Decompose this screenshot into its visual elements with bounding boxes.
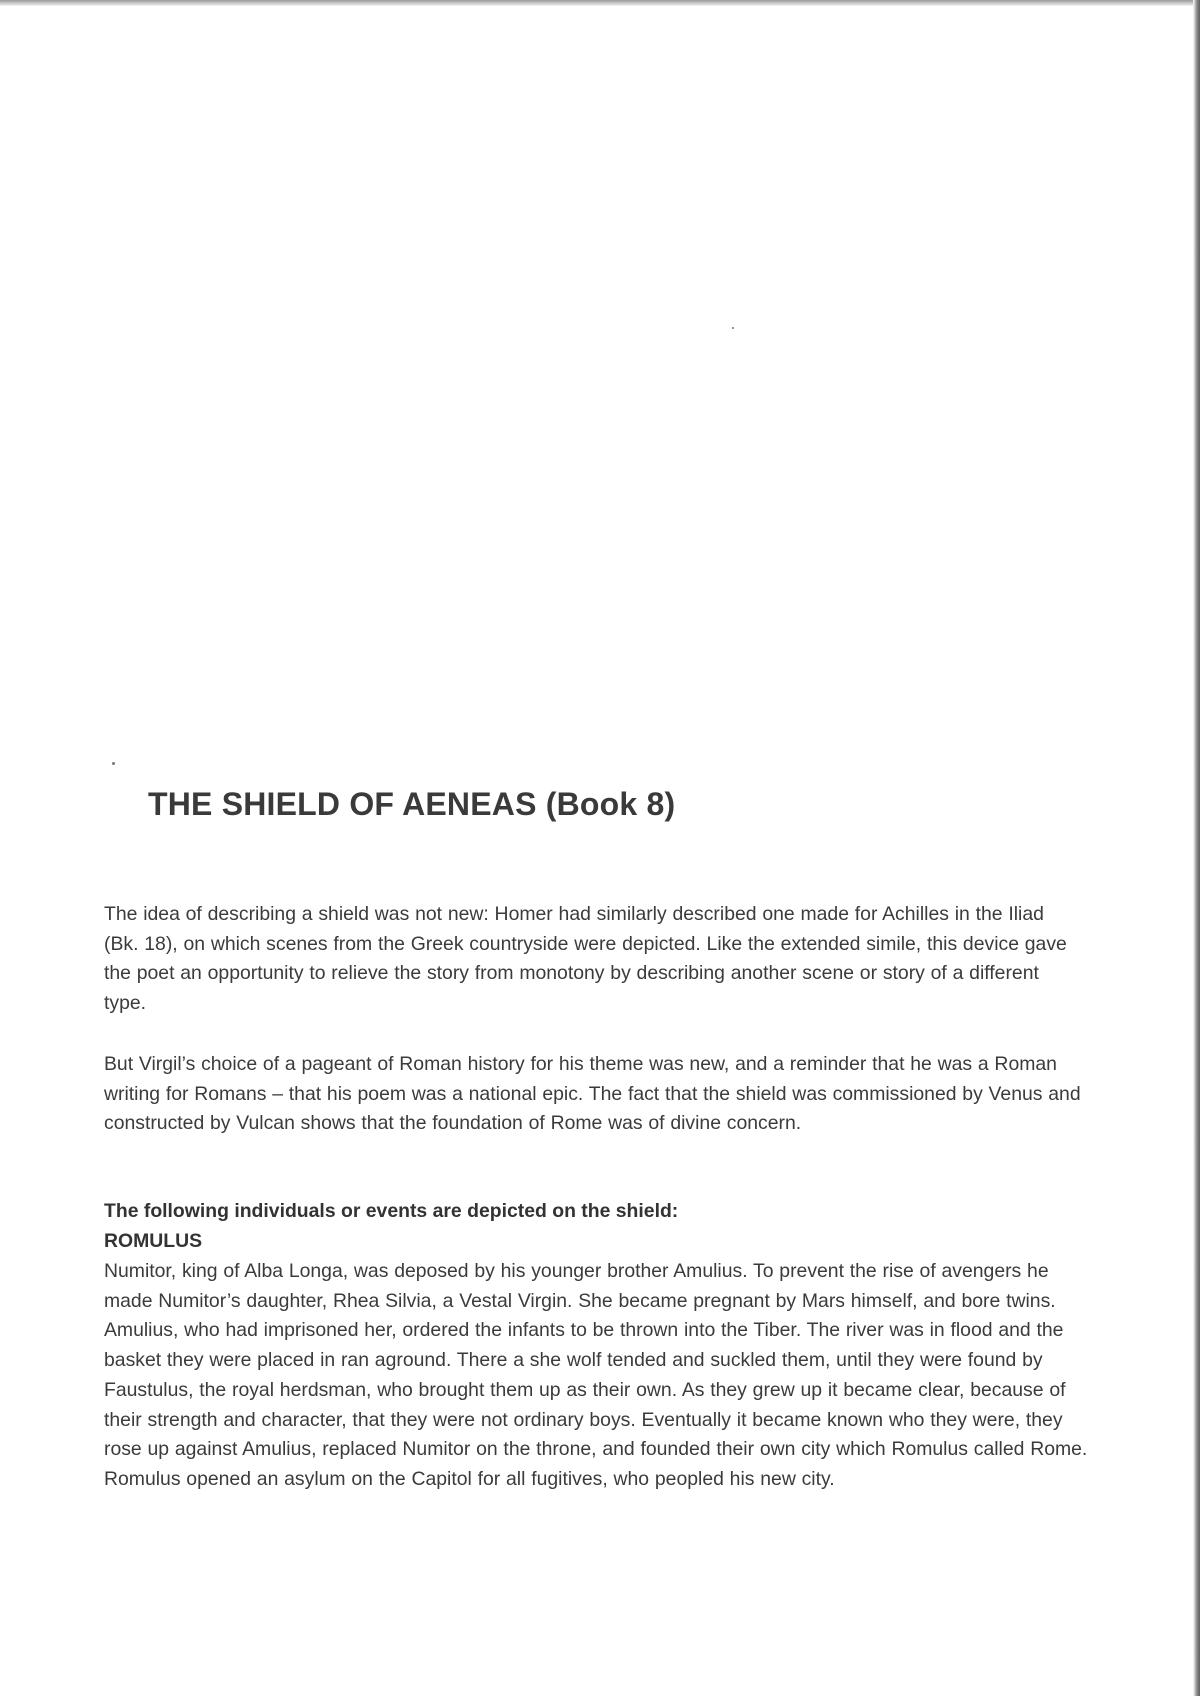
scan-top-edge — [0, 0, 1200, 6]
section-heading-romulus: ROMULUS — [104, 1230, 203, 1252]
scan-right-edge — [1193, 0, 1200, 1696]
list-intro: The following individuals or events are depicted on the shield: — [104, 1200, 679, 1222]
document-title: THE SHIELD OF AENEAS (Book 8) — [148, 786, 676, 822]
context-paragraph: But Virgil’s choice of a pageant of Roman history for his theme was new, and a reminder that he was a Roman writing for Romans – that his poem was a national epic. The fact that the shield was commissioned by Venus and constructed by Vulcan shows that the foundation of Rome was of divine concern. — [104, 1053, 1081, 1135]
scan-speck — [732, 327, 734, 329]
intro-paragraph: The idea of describing a shield was not new: Homer had similarly described one made for Achilles in the Iliad (Bk. 18), on which scenes from the Greek countryside were depicted. Like the extended simile, this device gave the poet an opportunity to relieve the story from monotony by describing another scene or story of a different type. — [104, 903, 1067, 1015]
scan-speck — [112, 762, 115, 765]
romulus-paragraph: Numitor, king of Alba Longa, was deposed by his younger brother Amulius. To prevent the rise of avengers he made Numitor’s daughter, Rhea Silvia, a Vestal Virgin. She became pregnant by Mars himself, and bore twins. Amulius, who had imprisoned her, ordered the infants to be thrown into the Tiber. The river was in flood and the basket they were placed in ran aground. There a she wolf tended and suckled them, until they were found by Faustulus, the royal herdsman, who brought them up as their own. As they grew up it became clear, because of their strength and character, that they were not ordinary boys. Eventually it became known who they were, they rose up against Amulius, replaced Numitor on the throne, and founded their own city which Romulus called Rome. Romulus opened an asylum on the Capitol for all fugitives, who peopled his new city. — [104, 1260, 1088, 1490]
